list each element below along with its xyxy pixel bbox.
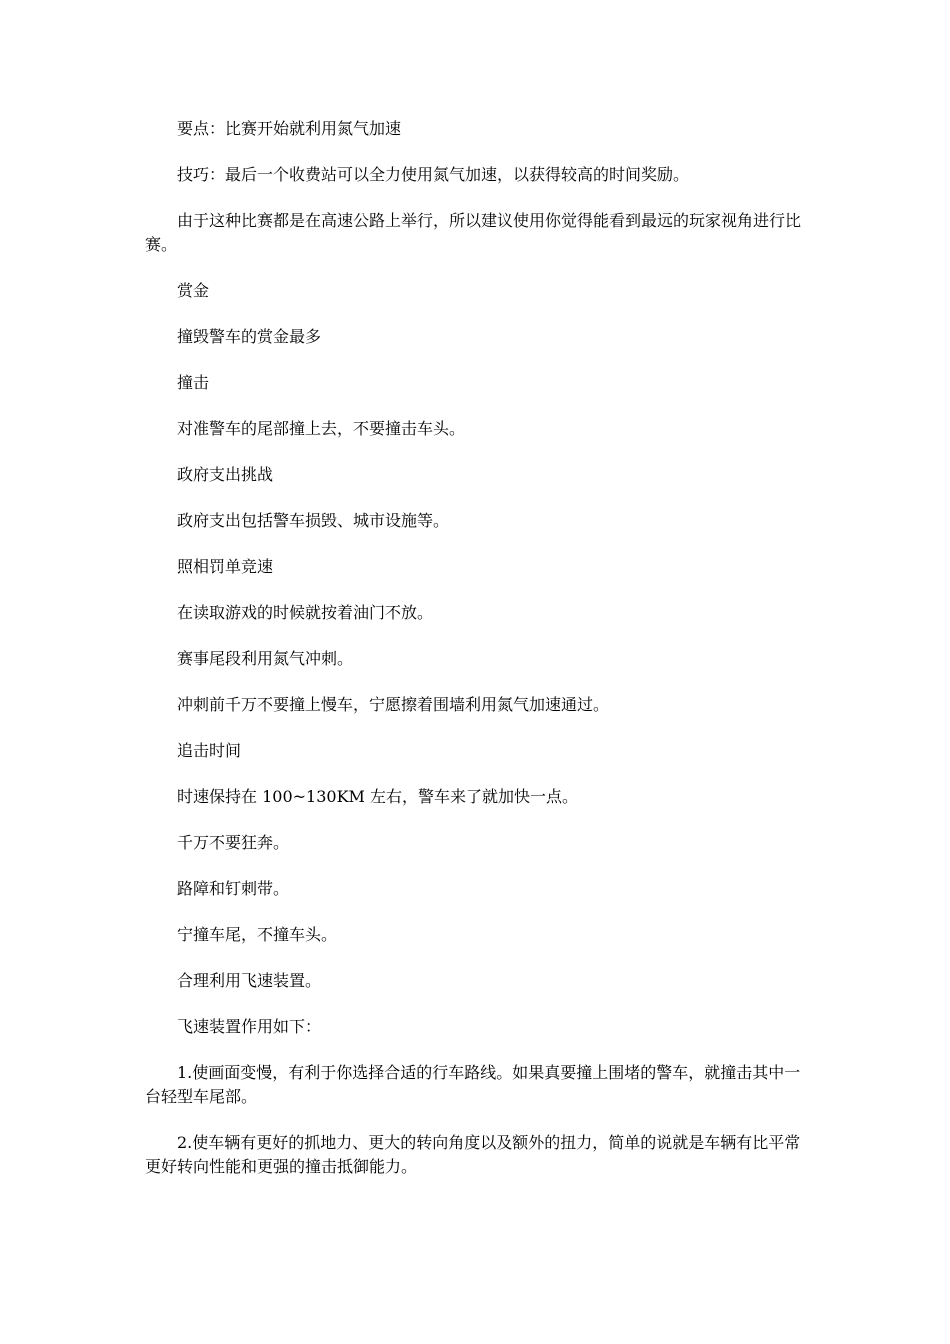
- heading-speed-camera: 照相罚单竞速: [177, 557, 274, 576]
- paragraph-speed-camera-1: 在读取游戏的时候就按着油门不放。: [177, 603, 434, 622]
- list-item-effect-1: 1.使画面变慢，有利于你选择合适的行车路线。如果真要撞上围堵的警车，就撞击其中一台轻型车尾部。: [145, 1063, 801, 1106]
- document-body: [145, 117, 810, 1201]
- paragraph-no-rush: 千万不要狂奔。: [177, 833, 290, 852]
- list-item-effect-2: 2.使车辆有更好的抓地力、更大的转向角度以及额外的扭力，简单的说就是车辆有比平常更好转向性能和更强的撞击抵御能力。: [145, 1133, 801, 1176]
- paragraph-roadblocks: 路障和钉刺带。: [177, 879, 290, 898]
- paragraph-camera-advice: 由于这种比赛都是在高速公路上举行，所以建议使用你觉得能看到最远的玩家视角进行比赛。: [145, 211, 802, 254]
- paragraph-speedbreaker-effects: 飞速装置作用如下：: [177, 1017, 322, 1036]
- paragraph-ram: 对准警车的尾部撞上去，不要撞击车头。: [177, 419, 466, 438]
- paragraph-pursuit-speed: 时速保持在 100~130KM 左右，警车来了就加快一点。: [177, 787, 578, 806]
- paragraph-government-spending: 政府支出包括警车损毁、城市设施等。: [177, 511, 450, 530]
- heading-bounty: 赏金: [177, 281, 210, 300]
- heading-government-spending: 政府支出挑战: [177, 465, 274, 484]
- paragraph-bounty: 撞毁警车的赏金最多: [177, 327, 322, 346]
- paragraph-speedbreaker: 合理利用飞速装置。: [177, 971, 322, 990]
- paragraph-speed-camera-3: 冲刺前千万不要撞上慢车，宁愿擦着围墙利用氮气加速通过。: [177, 695, 610, 714]
- paragraph-speed-camera-2: 赛事尾段利用氮气冲刺。: [177, 649, 354, 668]
- heading-pursuit-time: 追击时间: [177, 741, 242, 760]
- paragraph-tip: 技巧：最后一个收费站可以全力使用氮气加速，以获得较高的时间奖励。: [177, 165, 690, 184]
- heading-ram: 撞击: [177, 373, 210, 392]
- paragraph-hit-rear: 宁撞车尾，不撞车头。: [177, 925, 338, 944]
- paragraph-key-point: 要点：比赛开始就利用氮气加速: [177, 119, 402, 138]
